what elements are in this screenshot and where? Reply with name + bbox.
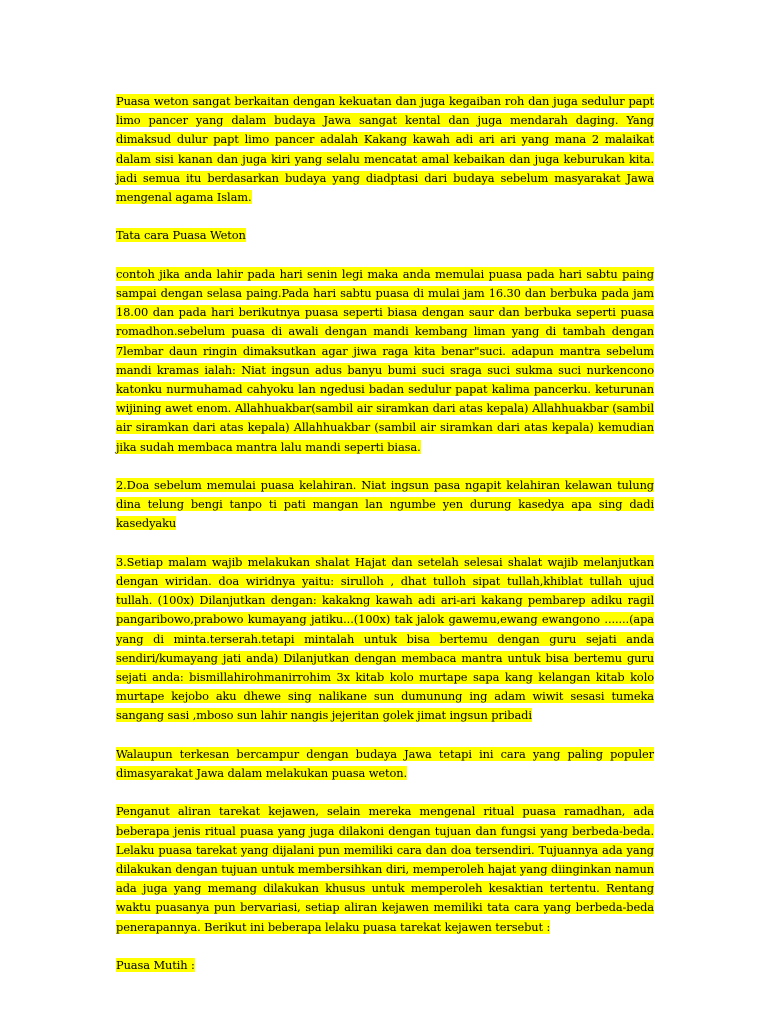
highlighted-text: contoh jika anda lahir pada hari senin legi maka anda memulai puasa pada hari sabtu paing sampai dengan selasa paing.Pada hari sabtu puasa di mulai jam 16.30 dan berbuka pada jam 18.00 dan pada hari berikutnya puasa seperti biasa dengan saur dan berbuka seperti puasa romadhon.sebelum puasa di awali dengan mandi kembang liman yang di tambah dengan 7lembar daun ringin dimaksutkan agar jiwa raga kita benar"suci. adapun mantra sebelum mandi kramas ialah: Niat ingsun adus banyu bumi suci sraga suci sukma suci nurkencono katonku nurmuhamad cahyoku lan ngedusi badan sedulur papat kalima pancerku. keturunan wijining awet enom. Allahhuakbar(sambil air siramkan dari atas kepala) Allahhuakbar (sambil air siramkan dari atas kepala) Allahhuakbar (sambil air siramkan dari atas kepala) kemudian jika sudah membaca mantra lalu mandi seperti biasa. — [116, 266, 654, 454]
paragraph-contoh — [116, 265, 654, 457]
heading-tata-cara — [116, 226, 654, 245]
highlighted-text: Puasa Mutih : — [116, 958, 195, 973]
paragraph-penganut — [116, 802, 654, 936]
paragraph-walaupun — [116, 745, 654, 783]
paragraph-intro — [116, 92, 654, 207]
heading-puasa-mutih — [116, 956, 654, 975]
highlighted-text: Puasa weton sangat berkaitan dengan kekuatan dan juga kegaiban roh dan juga sedulur papt limo pancer yang dalam budaya Jawa sangat kental dan juga mendarah daging. Yang dimaksud dulur papt limo pancer adalah Kakang kawah adi ari ari yang mana 2 malaikat dalam sisi kanan dan juga kiri yang selalu mencatat amal kebaikan dan juga keburukan kita. jadi semua itu berdasarkan budaya yang diadptasi dari budaya sebelum masyarakat Jawa mengenal agama Islam. — [116, 94, 654, 205]
paragraph-shalat-hajat — [116, 553, 654, 726]
paragraph-doa — [116, 476, 654, 534]
highlighted-text: Tata cara Puasa Weton — [116, 228, 246, 243]
highlighted-text: 3.Setiap malam wajib melakukan shalat Hajat dan setelah selesai shalat wajib melanjutkan dengan wiridan. doa wiridnya yaitu: sirulloh , dhat tulloh sipat tullah,khiblat tullah ujud tullah. (100x) Dilanjutkan dengan: kakakng kawah adi ari-ari kakang pembarep adiku ragil pangaribowo,prabowo kumayang jatiku...(100x) tak jalok gawemu,ewang ewangono .......(apa yang di minta.terserah.tetapi mintalah untuk bisa bertemu dengan guru sejati anda sendiri/kumayang jati anda) Dilanjutkan dengan membaca mantra untuk bisa bertemu guru sejati anda: bismillahirohmanirrohim 3x kitab kolo murtape sapa kang kelangan kitab kolo murtape kejobo aku dhewe sing nalikane sun dumunung ing adam wiwit sesasi tumeka sangang sasi ,mboso sun lahir nangis jejeritan golek jimat ingsun pribadi — [116, 554, 654, 723]
highlighted-text: Walaupun terkesan bercampur dengan budaya Jawa tetapi ini cara yang paling populer dimasyarakat Jawa dalam melakukan puasa weton. — [116, 746, 654, 781]
highlighted-text: Penganut aliran tarekat kejawen, selain mereka mengenal ritual puasa ramadhan, ada beberapa jenis ritual puasa yang juga dilakoni dengan tujuan dan fungsi yang berbeda-beda. Lelaku puasa tarekat yang dijalani pun memiliki cara dan doa tersendiri. Tujuannya ada yang dilakukan dengan tujuan untuk membersihkan diri, memperoleh hajat yang diinginkan namun ada juga yang memang dilakukan khusus untuk memperoleh kesaktian tertentu. Rentang waktu puasanya pun bervariasi, setiap aliran kejawen memiliki tata cara yang berbeda-beda penerapannya. Berikut ini beberapa lelaku puasa tarekat kejawen tersebut : — [116, 804, 654, 934]
highlighted-text: 2.Doa sebelum memulai puasa kelahiran. Niat ingsun pasa ngapit kelahiran kelawan tulung dina telung bengi tanpo ti pati mangan lan ngumbe yen durung kasedya apa sing dadi kasedyaku — [116, 478, 654, 531]
